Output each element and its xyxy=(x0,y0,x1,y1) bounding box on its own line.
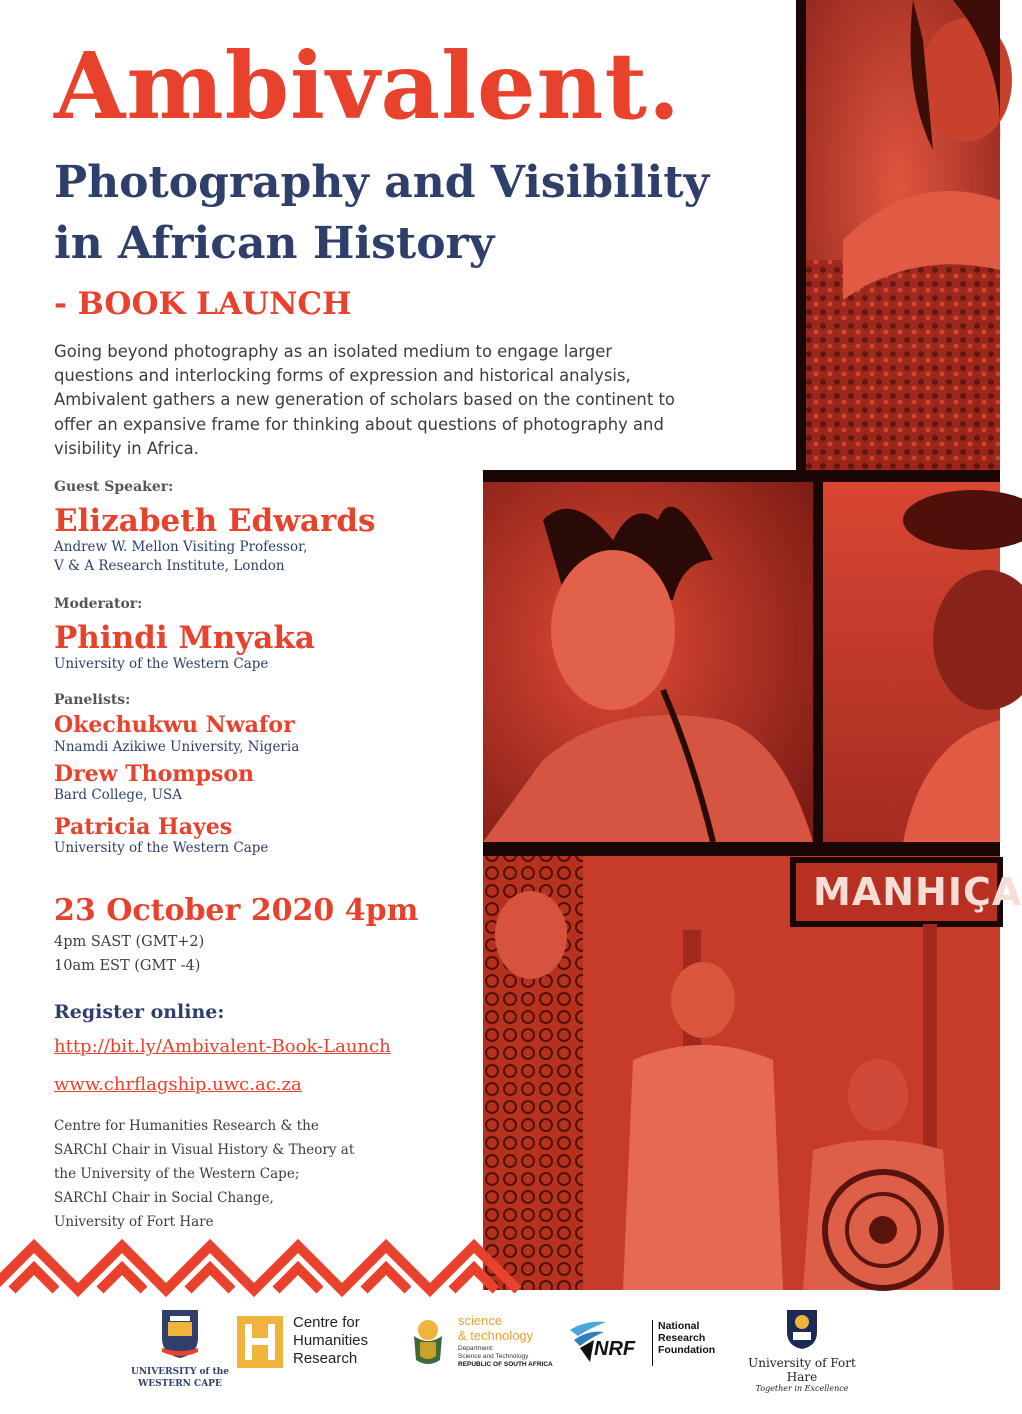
uwc-name-line-1: UNIVERSITY of the xyxy=(130,1367,229,1377)
register-link[interactable]: http://bit.ly/Ambivalent-Book-Launch xyxy=(54,1036,391,1057)
organisers-line-1: Centre for Humanities Research & the xyxy=(54,1118,319,1134)
subtitle-line-2: in African History xyxy=(54,218,495,269)
description: Going beyond photography as an isolated medium to engage larger questions and interlocking forms of expression and historical analysis, Ambivalent gathers a new generation of scholars based on the continent to offer an expansive frame for thinking about questions of photography and visibility in Africa. xyxy=(54,342,675,458)
zigzag-pattern-graphic xyxy=(0,1246,483,1290)
uwc-logo xyxy=(130,1306,230,1406)
coat-of-arms-icon xyxy=(408,1316,448,1368)
time-est: 10am EST (GMT -4) xyxy=(54,958,201,974)
nrf-name-line-1: National xyxy=(658,1320,700,1332)
moderator-label: Moderator: xyxy=(54,596,143,612)
dst-name-line-2: & technology xyxy=(458,1328,534,1343)
chr-name-line-3: Research xyxy=(293,1350,358,1367)
dst-name-line-1: science xyxy=(458,1313,503,1328)
poster-title: Ambivalent. xyxy=(54,32,681,140)
dst-dept-label: Department: xyxy=(458,1345,494,1352)
ufh-crest-icon xyxy=(785,1308,819,1350)
subtitle-line-1: Photography and Visibility xyxy=(54,157,710,208)
panelist-affiliation: Nnamdi Azikiwe University, Nigeria xyxy=(54,739,300,755)
organisers-line-4: SARChI Chair in Social Change, xyxy=(54,1190,274,1206)
register-label: Register online: xyxy=(54,1001,225,1023)
guest-speaker-affiliation xyxy=(54,538,307,576)
ufh-name: University of Fort Hare xyxy=(748,1356,856,1384)
organisers-line-5: University of Fort Hare xyxy=(54,1214,214,1230)
chr-mark-icon xyxy=(237,1316,283,1368)
poster-subtitle xyxy=(54,152,709,274)
guest-affiliation-line-1: Andrew W. Mellon Visiting Professor, xyxy=(54,539,308,555)
decorative-pattern-band xyxy=(0,1246,483,1290)
organisers-line-3: the University of the Western Cape; xyxy=(54,1166,300,1182)
dst-logo xyxy=(408,1314,568,1374)
panelists-label: Panelists: xyxy=(54,692,131,708)
photo-sign-text: MANHIÇA xyxy=(813,870,1022,914)
event-date: 23 October 2020 4pm xyxy=(54,893,419,928)
panelist-name: Drew Thompson xyxy=(54,761,255,787)
dst-dept-name: Science and Technology xyxy=(458,1353,529,1360)
uwc-name-line-2: WESTERN CAPE xyxy=(138,1379,222,1389)
guest-speaker-label: Guest Speaker: xyxy=(54,479,174,495)
website-link[interactable]: www.chrflagship.uwc.ac.za xyxy=(54,1074,302,1095)
organisers xyxy=(54,1114,354,1234)
ufh-logo xyxy=(732,1308,872,1393)
panelist-name: Okechukwu Nwafor xyxy=(54,712,295,738)
panelist-affiliation: University of the Western Cape xyxy=(54,840,269,856)
chr-name-line-2: Humanities xyxy=(293,1332,369,1349)
nrf-logo xyxy=(568,1318,728,1374)
chr-logo xyxy=(237,1314,397,1374)
nrf-name-line-2: Research xyxy=(658,1332,706,1344)
guest-speaker-name: Elizabeth Edwards xyxy=(54,503,376,539)
nrf-name-line-3: Foundation xyxy=(658,1344,716,1356)
ufh-motto: Together in Excellence xyxy=(755,1384,849,1393)
uwc-crest-icon xyxy=(160,1308,200,1360)
event-timezones xyxy=(54,930,204,978)
organisers-line-2: SARChI Chair in Visual History & Theory at xyxy=(54,1142,355,1158)
chr-name-line-1: Centre for xyxy=(293,1314,360,1331)
event-type: - BOOK LAUNCH xyxy=(54,286,352,322)
time-sast: 4pm SAST (GMT+2) xyxy=(54,934,205,950)
panelist-affiliation: Bard College, USA xyxy=(54,787,183,803)
moderator-affiliation: University of the Western Cape xyxy=(54,656,269,672)
dst-country: REPUBLIC OF SOUTH AFRICA xyxy=(458,1361,553,1368)
moderator-name: Phindi Mnyaka xyxy=(54,620,315,656)
panelist-name: Patricia Hayes xyxy=(54,814,233,840)
guest-affiliation-line-2: V & A Research Institute, London xyxy=(54,558,285,574)
nrf-mark-text: NRF xyxy=(594,1338,636,1360)
